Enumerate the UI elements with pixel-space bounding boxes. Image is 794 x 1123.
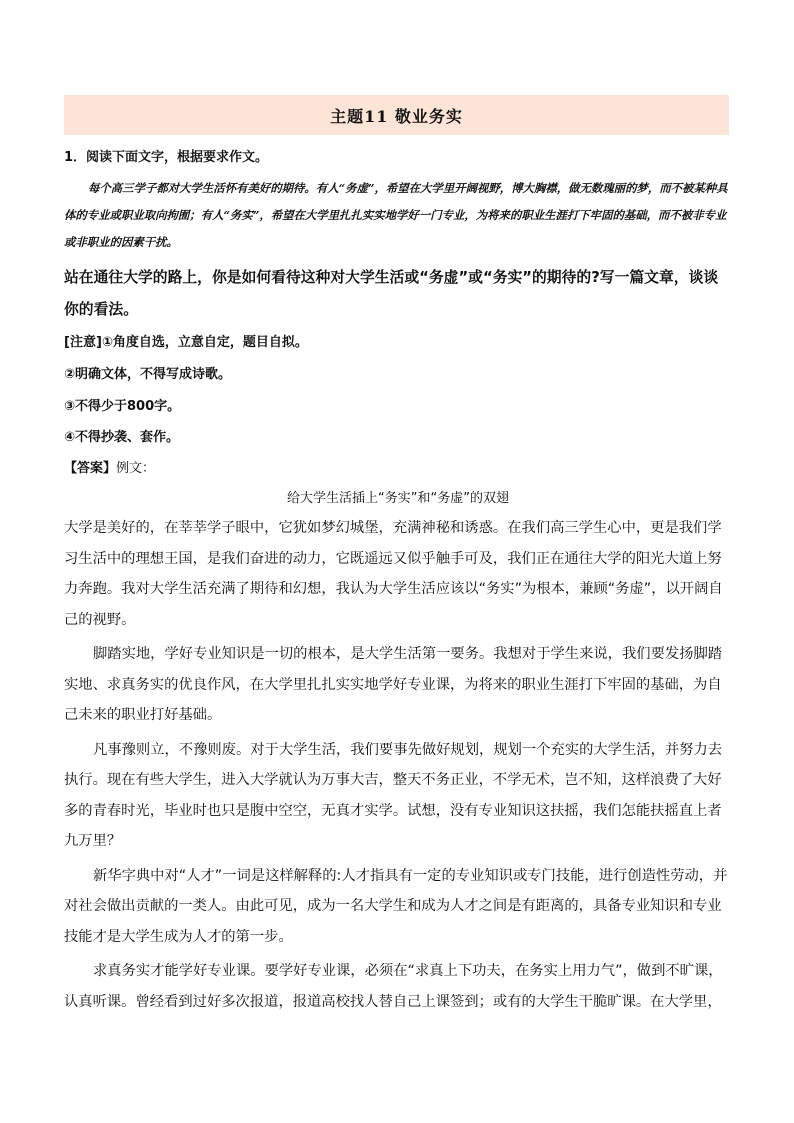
essay-body: [64, 513, 732, 1017]
note-1: [注意]①角度自选，立意自定，题目自拟。: [64, 335, 308, 350]
essay-title: 给大学生活插上“务实”和“务虚”的双翅: [287, 491, 509, 506]
note-4: ④不得抄袭、套作。: [64, 430, 180, 445]
note-2: ②明确文体，不得写成诗歌。: [64, 367, 232, 382]
essay-paragraph: 凡事豫则立，不豫则废。对于大学生活，我们要事先做好规划，规划一个充实的大学生活，并努力去执行。现在有些大学生，进入大学就认为万事大吉，整天不务正业，不学无术，岂不知，这样浪费了大好多的青春时光，毕业时也只是腹中空空，无真才实学。试想，没有专业知识这扶摇，我们怎能扶摇直上者九万里？: [64, 741, 723, 849]
essay-paragraph: 脚踏实地，学好专业知识是一切的根本，是大学生活第一要务。我想对于学生来说，我们要发扬脚踏实地、求真务实的优良作风，在大学里扎扎实实地学好专业课，为将来的职业生涯打下牢固的基础，为自己未来的职业打好基础。: [64, 646, 723, 723]
note-3: ③不得少于800字。: [64, 399, 181, 414]
title-banner: [64, 95, 729, 135]
writing-prompt: 站在通往大学的路上，你是如何看待这种对大学生活或“务虚”或“务实”的期待的?写一篇文章，谈谈你的看法。: [64, 269, 719, 318]
page-title: 主题11 敬业务实: [330, 106, 463, 126]
answer-mark: 【答案】: [64, 461, 117, 476]
question-heading: 1．阅读下面文字，根据要求作文。: [64, 150, 269, 165]
answer-label: 例文：: [116, 461, 156, 476]
essay-paragraph: 新华字典中对“人才”一词是这样解释的:人才指具有一定的专业知识或专门技能，进行创造性劳动，并对社会做出贡献的一类人。由此可见，成为一名大学生和成为人才之间是有距离的，具备专业知识和专业技能才是大学生成为人才的第一步。: [64, 867, 728, 945]
essay-paragraph: 大学是美好的，在莘莘学子眼中，它犹如梦幻城堡，充满神秘和诱惑。在我们高三学生心中，更是我们学习生活中的理想王国，是我们奋进的动力，它既遥远又似乎触手可及，我们正在通往大学的阳光大道上努力奔跑。我对大学生活充满了期待和幻想，我认为大学生活应该以“务实”为根本，兼顾“务虚”，以开阔自己的视野。: [64, 520, 723, 628]
answer-label-line: [64, 457, 155, 476]
reading-material: 每个高三学子都对大学生活怀有美好的期待。有人“务虚”，希望在大学里开阔视野，博大胸襟，做无数瑰丽的梦，而不被某种具体的专业或职业取向拘囿；有人“务实”，希望在大学里扎扎实实地学好一门专业，为将来的职业生涯打下牢固的基础，而不被非专业或非职业的因素干扰。: [64, 181, 728, 249]
essay-paragraph: 求真务实才能学好专业课。要学好专业课，必须在“求真上下功夫，在务实上用力气”，做到不旷课，认真听课。曾经看到过好多次报道，报道高校找人替自己上课签到；或有的大学生干脆旷课。在大学里，: [64, 963, 723, 1010]
